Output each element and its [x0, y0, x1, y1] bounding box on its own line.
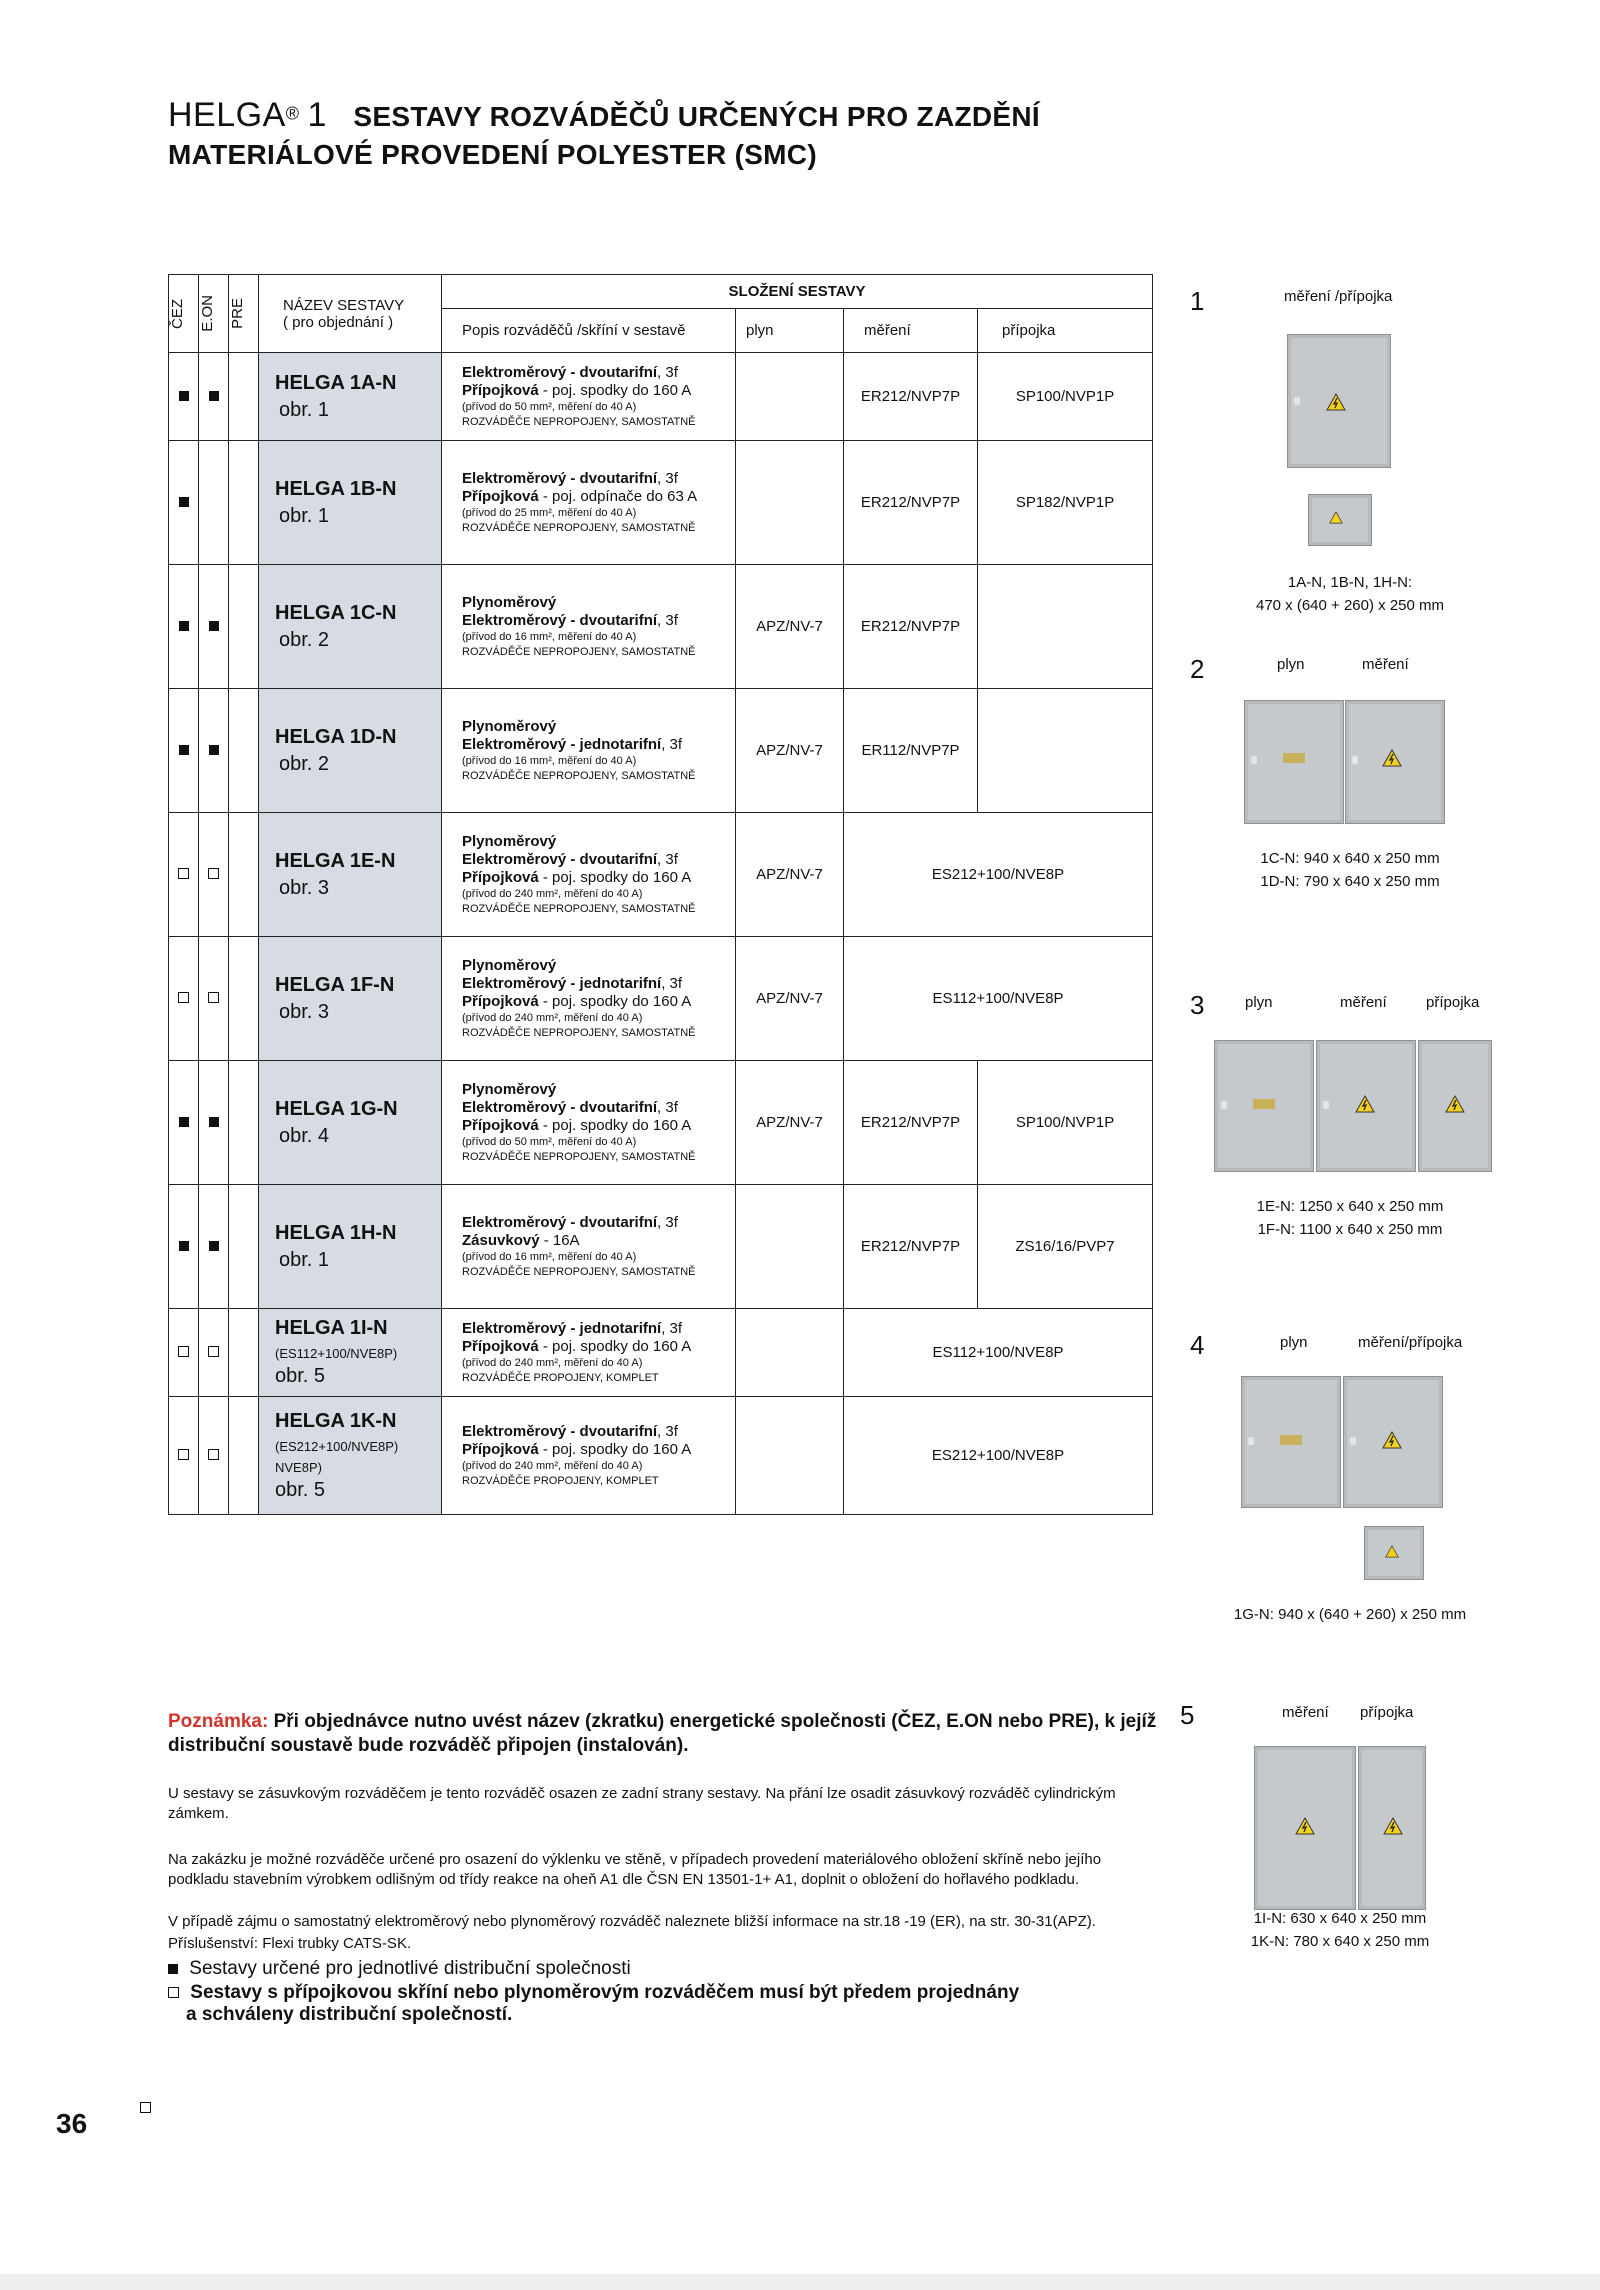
page-number: 36: [56, 2108, 88, 2139]
cell-eon: [199, 1309, 229, 1397]
cell-pre: [229, 353, 259, 441]
header-composition: SLOŽENÍ SESTAVY: [442, 275, 1153, 309]
open-square-icon: [168, 1987, 179, 1998]
cell-eon: [199, 1185, 229, 1309]
figure-label: měření: [1340, 994, 1387, 1011]
cell-eon: [199, 813, 229, 937]
cabinet-image: [1287, 334, 1391, 468]
open-square-icon: [208, 992, 219, 1003]
cell-eon: [199, 353, 229, 441]
cell-plyn: [736, 1185, 844, 1309]
cabinet-image-lower: [1364, 1526, 1424, 1580]
cell-pripojka: [978, 565, 1153, 689]
table-row: [169, 441, 1153, 565]
table-row: [169, 353, 1153, 441]
legend-open: Sestavy s přípojkovou skříní nebo plynoměrovým rozváděčem musí být předem projednány a schváleny distribuční společností.: [168, 1982, 1019, 2026]
figure-ref: obr. 3: [279, 876, 330, 899]
footer-band: [0, 2274, 1600, 2290]
assembly-name: HELGA 1F-N: [275, 973, 395, 996]
title-line-2: MATERIÁLOVÉ PROVEDENÍ POLYESTER (SMC): [168, 139, 817, 170]
cell-description: Elektroměrový - dvoutarifní, 3f Přípojková - poj. odpínače do 63 A (přívod do 25 mm², měření do 40 A) ROZVÁDĚČE NEPROPOJENY, SAMOSTATNĚ: [442, 441, 736, 565]
open-square-icon: [208, 868, 219, 879]
figure-number: 2: [1190, 654, 1205, 684]
figure-dimension: 1K-N: 780 x 640 x 250 mm: [1250, 1933, 1430, 1950]
paragraph-accessories: Příslušenství: Flexi trubky CATS-SK.: [168, 1935, 412, 1952]
warning-icon: [1329, 511, 1343, 524]
table-row: [169, 813, 1153, 937]
cell-cez: [169, 937, 199, 1061]
figure-ref: obr. 2: [279, 752, 330, 775]
header-cez: ČEZ: [169, 275, 199, 353]
filled-square-icon: [179, 391, 189, 401]
series-number: 1: [307, 96, 327, 134]
cell-description: Plynoměrový Elektroměrový - jednotarifní, 3f Přípojková - poj. spodky do 160 A (přívod do 240 mm², měření do 40 A) ROZVÁDĚČE NEPROPOJENY, SAMOSTATNĚ: [442, 937, 736, 1061]
figure-label: měření: [1282, 1704, 1329, 1721]
cell-name: [259, 353, 442, 441]
cell-pre: [229, 1309, 259, 1397]
cell-pre: [229, 1185, 259, 1309]
filled-square-icon: [209, 1241, 219, 1251]
registered-mark: ®: [285, 103, 300, 124]
warning-icon: [1382, 1431, 1402, 1449]
filled-square-icon: [209, 1117, 219, 1127]
cell-cez: [169, 689, 199, 813]
cell-plyn: [736, 441, 844, 565]
filled-square-icon: [209, 621, 219, 631]
assembly-name: HELGA 1C-N: [275, 601, 397, 624]
figure-ref: obr. 1: [279, 1248, 330, 1271]
cell-cez: [169, 1309, 199, 1397]
cell-eon: [199, 441, 229, 565]
figure-dimension: 1C-N: 940 x 640 x 250 mm: [1260, 850, 1440, 867]
cell-eon: [199, 1061, 229, 1185]
filled-square-icon: [179, 621, 189, 631]
figure-label: měření: [1362, 656, 1409, 673]
figure-dimension: 1F-N: 1100 x 640 x 250 mm: [1257, 1221, 1443, 1238]
cabinet-image-meter: [1316, 1040, 1416, 1172]
cell-mereni: ER212/NVP7P: [844, 441, 978, 565]
cell-mereni-pripojka: ES112+100/NVE8P: [844, 1309, 1153, 1397]
cell-plyn: APZ/NV-7: [736, 565, 844, 689]
figure-dimension: 1A-N, 1B-N, 1H-N:: [1287, 574, 1413, 591]
cell-mereni: ER212/NVP7P: [844, 1061, 978, 1185]
figure-label: plyn: [1245, 994, 1273, 1011]
figure-number: 5: [1180, 1700, 1195, 1730]
filled-square-icon: [179, 1241, 189, 1251]
assembly-name: HELGA 1E-N: [275, 849, 396, 872]
figure-label: měření/přípojka: [1358, 1334, 1463, 1351]
cell-pripojka: SP182/NVP1P: [978, 441, 1153, 565]
figure-dimension: 1E-N: 1250 x 640 x 250 mm: [1256, 1198, 1444, 1215]
cell-cez: [169, 353, 199, 441]
figure-ref: obr. 1: [279, 504, 330, 527]
cell-pre: [229, 565, 259, 689]
figure-label: přípojka: [1426, 994, 1480, 1011]
cell-cez: [169, 1397, 199, 1515]
assembly-name: HELGA 1B-N: [275, 477, 397, 500]
cell-eon: [199, 1397, 229, 1515]
cell-plyn: [736, 1309, 844, 1397]
cell-pripojka: SP100/NVP1P: [978, 353, 1153, 441]
warning-icon: [1326, 393, 1346, 411]
cell-name: [259, 441, 442, 565]
paragraph-socket: U sestavy se zásuvkovým rozváděčem je tento rozváděč osazen ze zadní strany sestavy. Na přání lze osadit zásuvkový rozváděč cylindrickým zámkem.: [168, 1785, 1116, 1822]
cell-cez: [169, 1185, 199, 1309]
cell-pre: [229, 441, 259, 565]
cell-pre: [229, 1061, 259, 1185]
cell-mereni-pripojka: ES112+100/NVE8P: [844, 937, 1153, 1061]
cell-plyn: APZ/NV-7: [736, 689, 844, 813]
figure-label: měření /přípojka: [1284, 288, 1393, 305]
cell-cez: [169, 1061, 199, 1185]
cabinet-image-gas: [1244, 700, 1344, 824]
cell-eon: [199, 565, 229, 689]
figure-ref: obr. 5: [275, 1478, 326, 1501]
cell-pre: [229, 689, 259, 813]
figure-ref: obr. 1: [279, 398, 330, 421]
cell-description: Elektroměrový - dvoutarifní, 3f Přípojková - poj. spodky do 160 A (přívod do 240 mm², měření do 40 A) ROZVÁDĚČE PROPOJENY, KOMPLET: [442, 1397, 736, 1515]
cell-mereni: ER212/NVP7P: [844, 565, 978, 689]
open-square-icon: [208, 1346, 219, 1357]
cell-plyn: [736, 353, 844, 441]
assembly-code: (ES112+100/NVE8P): [275, 1346, 398, 1361]
assembly-name: HELGA 1D-N: [275, 725, 397, 748]
cell-description: Plynoměrový Elektroměrový - dvoutarifní, 3f Přípojková - poj. spodky do 160 A (přívod do 50 mm², měření do 40 A) ROZVÁDĚČE NEPROPOJENY, SAMOSTATNĚ: [442, 1061, 736, 1185]
filled-square-icon: [209, 391, 219, 401]
open-square-icon: [178, 992, 189, 1003]
cabinet-image-connection: [1418, 1040, 1492, 1172]
page-square-icon: [140, 2100, 151, 2118]
cell-plyn: [736, 1397, 844, 1515]
cabinet-image-lower: [1308, 494, 1372, 546]
table-row: [169, 1185, 1153, 1309]
table-row: [169, 937, 1153, 1061]
cell-plyn: APZ/NV-7: [736, 813, 844, 937]
header-pripojka: přípojka: [978, 309, 1153, 353]
figure-label: přípojka: [1360, 1704, 1414, 1721]
figure-ref: obr. 5: [275, 1365, 326, 1387]
cell-name: [259, 565, 442, 689]
cell-name: [259, 689, 442, 813]
open-square-icon: [208, 1449, 219, 1460]
figure-label: plyn: [1280, 1334, 1308, 1351]
header-plyn: plyn: [736, 309, 844, 353]
warning-icon: [1383, 1817, 1403, 1835]
cabinet-image-connection: [1358, 1746, 1426, 1910]
cabinet-image-meter: [1254, 1746, 1356, 1910]
cabinet-image-gas: [1241, 1376, 1341, 1508]
cabinet-image-meter: [1345, 700, 1445, 824]
order-note: [168, 1710, 1158, 1758]
figure-number: 1: [1190, 286, 1205, 316]
cabinet-image-meter: [1343, 1376, 1443, 1508]
figure-ref: obr. 4: [279, 1124, 330, 1147]
cell-name: [259, 1185, 442, 1309]
filled-square-icon: [179, 497, 189, 507]
warning-icon: [1385, 1545, 1399, 1558]
page-title: [168, 96, 1040, 171]
figure-dimension: 1D-N: 790 x 640 x 250 mm: [1260, 873, 1440, 890]
assembly-name: HELGA 1H-N: [275, 1221, 397, 1244]
paragraph-info: V případě zájmu o samostatný elektroměrový nebo plynoměrový rozváděč naleznete bližší informace na str.18 -19 (ER), na str. 30-31(APZ).: [168, 1913, 1096, 1930]
cell-plyn: APZ/NV-7: [736, 937, 844, 1061]
cell-pre: [229, 1397, 259, 1515]
figure-dimension: 1I-N: 630 x 640 x 250 mm: [1253, 1910, 1427, 1927]
figure-ref: obr. 3: [279, 1000, 330, 1023]
brand-name: HELGA: [168, 96, 286, 134]
cell-pripojka: SP100/NVP1P: [978, 1061, 1153, 1185]
open-square-icon: [178, 1449, 189, 1460]
cell-mereni: ER112/NVP7P: [844, 689, 978, 813]
assembly-table: [168, 274, 1153, 1515]
cell-description: Plynoměrový Elektroměrový - dvoutarifní, 3f (přívod do 16 mm², měření do 40 A) ROZVÁDĚČE NEPROPOJENY, SAMOSTATNĚ: [442, 565, 736, 689]
figure-number: 3: [1190, 990, 1205, 1020]
table-row: [169, 1397, 1153, 1515]
table-row: [169, 689, 1153, 813]
table-row: [169, 1061, 1153, 1185]
cell-name: [259, 1309, 442, 1397]
cell-plyn: APZ/NV-7: [736, 1061, 844, 1185]
cell-eon: [199, 937, 229, 1061]
table-row: [169, 1309, 1153, 1397]
assembly-code: (ES212+100/NVE8P): [275, 1438, 399, 1454]
cell-name: [259, 813, 442, 937]
cell-cez: [169, 813, 199, 937]
figure-dimension: 470 x (640 + 260) x 250 mm: [1255, 597, 1445, 614]
header-name: NÁZEV SESTAVY ( pro objednání ): [259, 275, 442, 353]
header-mereni: měření: [844, 309, 978, 353]
open-square-icon: [178, 868, 189, 879]
cell-name: [259, 1397, 442, 1515]
cell-pripojka: ZS16/16/PVP7: [978, 1185, 1153, 1309]
note-label: Poznámka:: [168, 1711, 269, 1732]
figure-label: plyn: [1277, 656, 1305, 673]
assembly-name: HELGA 1G-N: [275, 1097, 398, 1120]
header-pre: PRE: [229, 275, 259, 353]
header-eon: E.ON: [199, 275, 229, 353]
assembly-code: NVE8P): [275, 1459, 322, 1475]
cell-eon: [199, 689, 229, 813]
note-text: Při objednávce nutno uvést název (zkratku) energetické společnosti (ČEZ, E.ON nebo PRE), k jejíž distribuční soustavě bude rozváděč připojen (instalován).: [168, 1711, 1157, 1756]
cell-pre: [229, 813, 259, 937]
warning-icon: [1382, 749, 1402, 767]
filled-square-icon: [179, 745, 189, 755]
legend-filled: Sestavy určené pro jednotlivé distribuční společnosti: [168, 1958, 631, 1980]
figure-ref: obr. 2: [279, 628, 330, 651]
cell-description: Elektroměrový - dvoutarifní, 3f Zásuvkový - 16A (přívod do 16 mm², měření do 40 A) ROZVÁDĚČE NEPROPOJENY, SAMOSTATNĚ: [442, 1185, 736, 1309]
warning-icon: [1355, 1095, 1375, 1113]
cell-description: Elektroměrový - dvoutarifní, 3f Přípojková - poj. spodky do 160 A (přívod do 50 mm², měření do 40 A) ROZVÁDĚČE NEPROPOJENY, SAMOSTATNĚ: [442, 353, 736, 441]
table-row: [169, 565, 1153, 689]
filled-square-icon: [168, 1964, 178, 1974]
open-square-icon: [178, 1346, 189, 1357]
title-line-1: SESTAVY ROZVÁDĚČŮ URČENÝCH PRO ZAZDĚNÍ: [353, 101, 1040, 132]
cell-name: [259, 937, 442, 1061]
cell-mereni: ER212/NVP7P: [844, 353, 978, 441]
warning-icon: [1295, 1817, 1315, 1835]
cell-mereni-pripojka: ES212+100/NVE8P: [844, 813, 1153, 937]
assembly-name: HELGA 1I-N: [275, 1317, 388, 1339]
cell-pripojka: [978, 689, 1153, 813]
assembly-name: HELGA 1K-N: [275, 1409, 397, 1432]
cell-description: Plynoměrový Elektroměrový - dvoutarifní, 3f Přípojková - poj. spodky do 160 A (přívod do 240 mm², měření do 40 A) ROZVÁDĚČE NEPROPOJENY, SAMOSTATNĚ: [442, 813, 736, 937]
cell-description: Plynoměrový Elektroměrový - jednotarifní, 3f (přívod do 16 mm², měření do 40 A) ROZVÁDĚČE NEPROPOJENY, SAMOSTATNĚ: [442, 689, 736, 813]
warning-icon: [1445, 1095, 1465, 1113]
figure-dimension: 1G-N: 940 x (640 + 260) x 250 mm: [1233, 1606, 1467, 1623]
cell-mereni: ER212/NVP7P: [844, 1185, 978, 1309]
filled-square-icon: [209, 745, 219, 755]
cell-cez: [169, 565, 199, 689]
cell-name: [259, 1061, 442, 1185]
filled-square-icon: [179, 1117, 189, 1127]
assembly-name: HELGA 1A-N: [275, 371, 397, 394]
figure-number: 4: [1190, 1330, 1205, 1360]
paragraph-lining: Na zakázku je možné rozváděče určené pro osazení do výklenku ve stěně, v případech provedení materiálového obložení skříně nebo jejího podkladu stavebním výrobkem odlišným od třídy reakce na oheň A1 dle ČSN EN 13501-1+ A1, doplnit o obložení do hořlavého podkladu.: [168, 1851, 1102, 1888]
cell-cez: [169, 441, 199, 565]
cell-description: Elektroměrový - jednotarifní, 3f Přípojková - poj. spodky do 160 A (přívod do 240 mm², měření do 40 A) ROZVÁDĚČE PROPOJENY, KOMPLET: [442, 1309, 736, 1397]
cabinet-image-gas: [1214, 1040, 1314, 1172]
cell-pre: [229, 937, 259, 1061]
cell-mereni-pripojka: ES212+100/NVE8P: [844, 1397, 1153, 1515]
header-description: Popis rozváděčů /skříní v sestavě: [442, 309, 736, 353]
